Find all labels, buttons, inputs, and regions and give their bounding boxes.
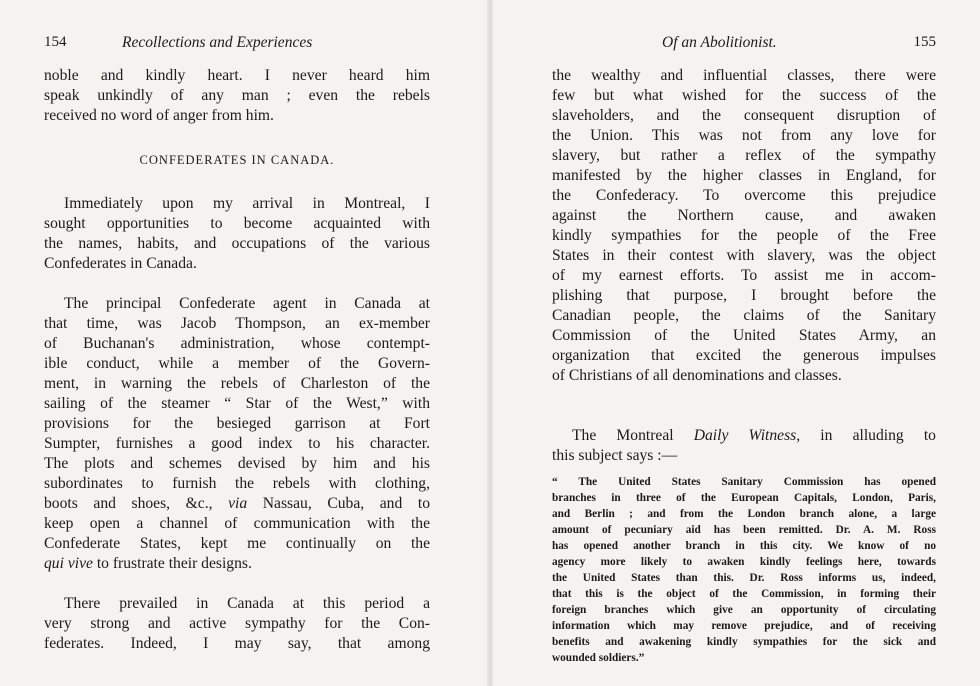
quote-line: branches in three of the European Capitals, London, Paris, (552, 492, 936, 504)
right-page-number: 155 (913, 34, 936, 50)
text-line: sailing of the steamer “ Star of the West,” with (44, 395, 430, 412)
italic-text: Daily Witness, (693, 427, 801, 444)
text-line: The plots and schemes devised by him and his (44, 455, 430, 472)
text-line: plishing that purpose, I brought before the (552, 287, 936, 304)
text-line: the Union. This was not from any love for (552, 127, 936, 144)
quote-line: “ The United States Sanitary Commission has opened (552, 476, 936, 488)
left-page-header (44, 34, 428, 56)
text-line: States in their contest with slavery, was the object (552, 247, 936, 264)
text-line: this subject says :— (552, 447, 678, 464)
text-line: federates. Indeed, I may say, that among (44, 635, 430, 652)
text-line: slaveholders, and the consequent disruption of (552, 107, 936, 124)
text-line: of my earnest efforts. To assist me in accom- (552, 267, 936, 284)
text-line: sought opportunities to become acquainted with (44, 215, 430, 232)
quote-line: agency more likely to awaken kindly feelings here, towards (552, 556, 936, 568)
text-line: organization that excited the generous impulses (552, 347, 936, 364)
quote-line: information which may remove prejudice, and of receiving (552, 620, 936, 632)
text-line: few but what wished for the success of the (552, 87, 936, 104)
text-line (552, 426, 936, 446)
text-line: of Buchanan's administration, whose contempt- (44, 335, 430, 352)
quote-line: that this is the object of the Commission, in forming their (552, 588, 936, 600)
text-line: manifested by the higher classes in England, for (552, 167, 936, 184)
text-line: ment, in warning the rebels of Charleston of the (44, 375, 430, 392)
text-fragment: The Montreal (572, 427, 674, 444)
text-line (44, 554, 430, 574)
text-line: Immediately upon my arrival in Montreal, I (64, 195, 430, 212)
text-line: of Christians of all denominations and classes. (552, 367, 842, 384)
text-line: The principal Confederate agent in Canada at (64, 295, 430, 312)
italic-text: qui vive (44, 555, 93, 572)
text-line: There prevailed in Canada at this period a (64, 595, 430, 612)
left-page-body (44, 66, 430, 654)
text-line: Canadian people, the claims of the Sanitary (552, 307, 936, 324)
text-line: against the Northern cause, and awaken (552, 207, 936, 224)
quote-line: the United States than this. Dr. Ross informs us, indeed, (552, 572, 936, 584)
text-fragment: in alluding to (820, 427, 936, 444)
right-running-title: Of an Abolitionist. (662, 34, 777, 51)
text-fragment: Nassau, Cuba, and to (262, 495, 430, 512)
quote-line: has opened another branch in this city. We know of no (552, 540, 936, 552)
right-page (490, 0, 980, 686)
right-page-header (552, 34, 936, 56)
text-line: the wealthy and influential classes, there were (552, 67, 936, 84)
text-line: subordinates to furnish the rebels with clothing, (44, 475, 430, 492)
quote-line: foreign branches which give an opportunity of circulating (552, 604, 936, 616)
right-page-body (552, 66, 936, 666)
text-line: noble and kindly heart. I never heard him (44, 67, 430, 84)
text-line: provisions for the besieged garrison at Fort (44, 415, 430, 432)
text-line (44, 494, 430, 514)
left-running-title: Recollections and Experiences (122, 34, 313, 51)
text-line: the Confederacy. To overcome this prejudice (552, 187, 936, 204)
text-line: slavery, but rather a reflex of the sympathy (552, 147, 936, 164)
text-line: very strong and active sympathy for the Con- (44, 615, 430, 632)
text-line: Sumpter, furnishes a good index to his character. (44, 435, 430, 452)
section-heading: CONFEDERATES IN CANADA. (139, 153, 335, 167)
text-line: Confederates in Canada. (44, 255, 197, 272)
newspaper-quote (552, 474, 936, 666)
italic-text: via (228, 495, 248, 512)
quote-line: amount of pecuniary aid has been remitted. Dr. A. M. Ross (552, 524, 936, 536)
text-line: Commission of the United States Army, an (552, 327, 936, 344)
left-page-number: 154 (44, 34, 67, 50)
text-line: that time, was Jacob Thompson, an ex-member (44, 315, 430, 332)
text-line: keep open a channel of communication with the (44, 515, 430, 532)
text-line: the names, habits, and occupations of the various (44, 235, 430, 252)
text-line: received no word of anger from him. (44, 107, 274, 124)
quote-line: wounded soldiers.” (552, 652, 645, 664)
text-line: ible conduct, while a member of the Govern- (44, 355, 430, 372)
text-fragment: to frustrate their designs. (96, 555, 252, 572)
text-line: kindly sympathies for the people of the Free (552, 227, 936, 244)
text-fragment: boots and shoes, &c., (44, 495, 213, 512)
text-line: speak unkindly of any man ; even the rebels (44, 87, 430, 104)
quote-line: and Berlin ; and from the London branch alone, a large (552, 508, 936, 520)
text-line: Confederate States, kept me continually on the (44, 535, 430, 552)
quote-line: benefits and awakening kindly sympathies for the sick and (552, 636, 936, 648)
